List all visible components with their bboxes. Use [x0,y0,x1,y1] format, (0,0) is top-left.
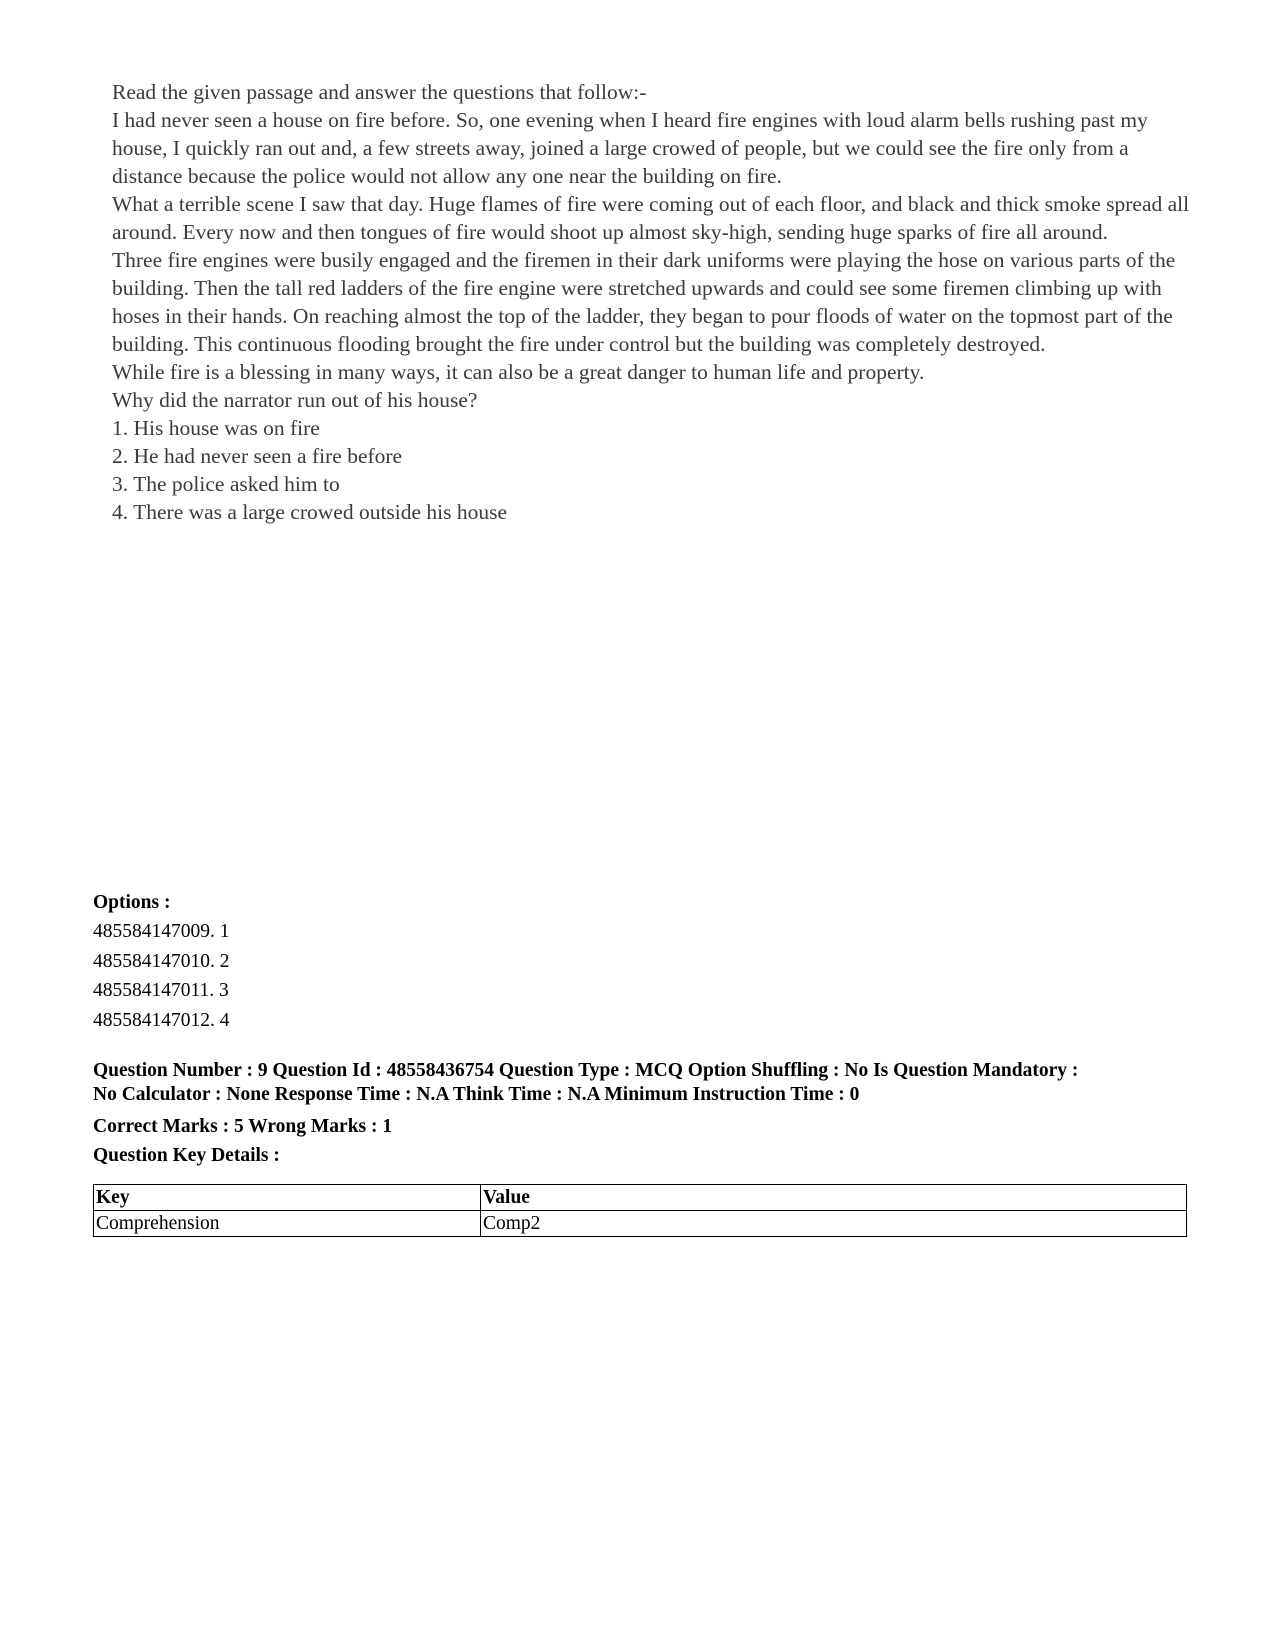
question-meta [93,888,1193,1170]
choice-item: 3. The police asked him to [112,472,340,496]
option-id-item: 485584147009. 1 [93,921,230,942]
choice-item: 2. He had never seen a fire before [112,444,403,468]
table-header-cell: Value [481,1185,1187,1211]
option-id-item: 485584147010. 2 [93,950,230,972]
passage-paragraph: I had never seen a house on fire before. So, one evening when I heard fire engines with loud alarm bells rushing past my house, I quickly ran out and, a few streets away, joined a large crowed of people, but we could see the fire only from a distance because the police would not allow any one near the building on fire. [112,108,1148,188]
option-id-item: 485584147011. 3 [93,980,229,1001]
option-id-item: 485584147012. 4 [93,1009,230,1031]
passage-paragraph: While fire is a blessing in many ways, it can also be a great danger to human life and property. [112,360,925,384]
options-heading: Options : [93,892,171,913]
choice-list [112,414,1192,526]
passage-image [112,78,1192,526]
key-details-label: Question Key Details : [93,1145,280,1166]
question-text: Why did the narrator run out of his house? [112,388,478,412]
question-info-line: Question Number : 9 Question Id : 48558436754 Question Type : MCQ Option Shuffling : No Is Question Mandatory : [93,1060,1079,1081]
choice-item: 4. There was a large crowed outside his house [112,500,508,524]
passage-paragraph: Three fire engines were busily engaged and the firemen in their dark uniforms were playing the hose on various parts of the building. Then the tall red ladders of the fire engine were stretched upwards and could see some firemen climbing up with hoses in their hands. On reaching almost the top of the ladder, they began to pour floods of water on the topmost part of the building. This continuous flooding brought the fire under control but the building was completely destroyed. [112,248,1176,356]
table-header-cell: Key [94,1185,481,1211]
table-row [94,1211,1187,1237]
passage-instruction: Read the given passage and answer the questions that follow:- [112,80,647,104]
table-cell: Comp2 [481,1211,1187,1237]
key-details-table [93,1184,1187,1237]
question-info-line: No Calculator : None Response Time : N.A Think Time : N.A Minimum Instruction Time : 0 [93,1084,860,1105]
table-header-row [94,1185,1187,1211]
passage-paragraph: What a terrible scene I saw that day. Huge flames of fire were coming out of each floor, and black and thick smoke spread all around. Every now and then tongues of fire would shoot up almost sky-high, sending huge sparks of fire all around. [112,192,1190,244]
question-info [93,1059,1193,1107]
choice-item: 1. His house was on fire [112,416,320,440]
marks-line: Correct Marks : 5 Wrong Marks : 1 [93,1116,393,1137]
table-cell: Comprehension [94,1211,481,1237]
